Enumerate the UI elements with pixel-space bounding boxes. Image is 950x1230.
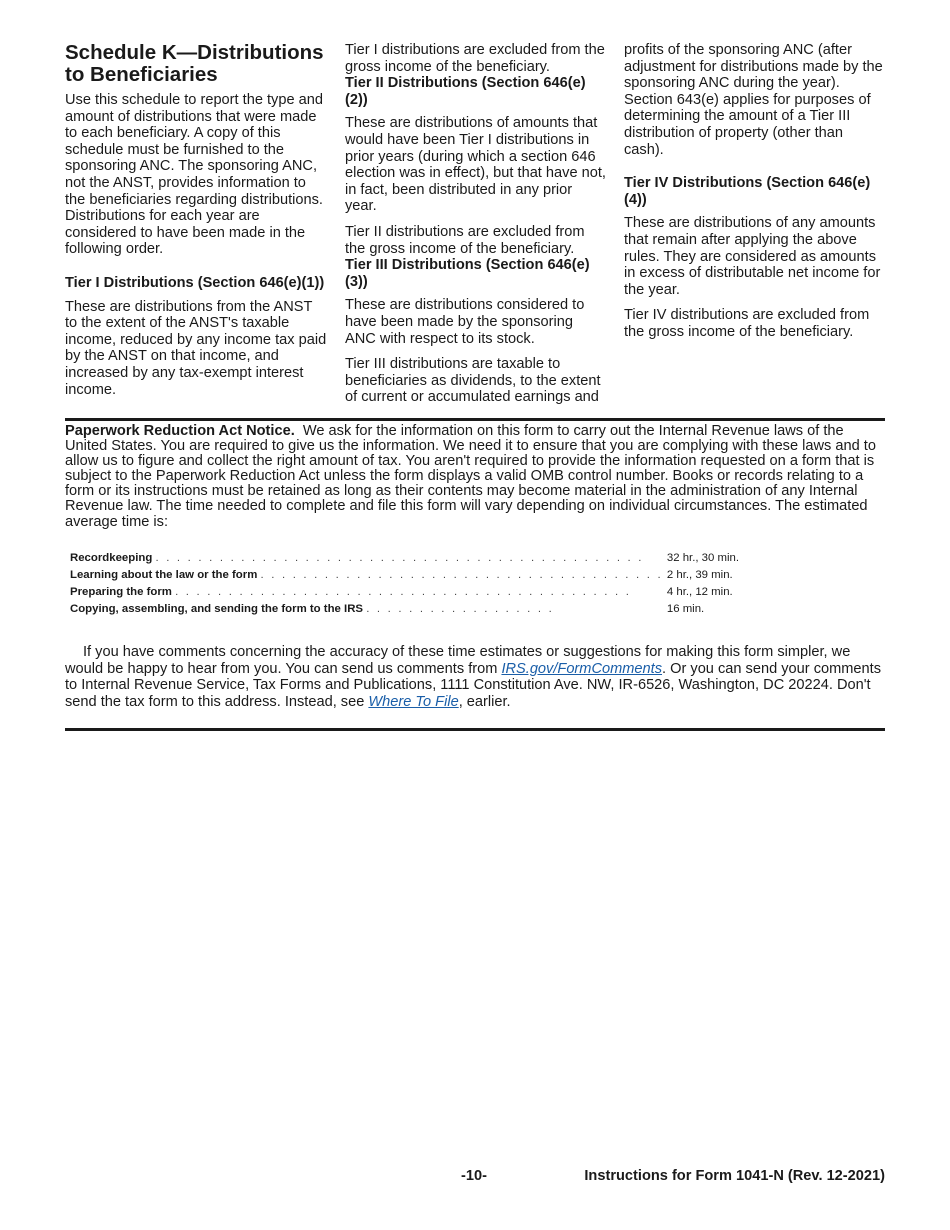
schedule-k-title: Schedule K—Distributions to Beneficiaries xyxy=(65,41,324,86)
time-value: 16 min. xyxy=(666,602,705,615)
leader-dots: . . . . . . . . . . . . . . . . . . . . . . . . . . . . . . . . . . . . . . . . . . . xyxy=(175,585,632,598)
section-divider-bottom xyxy=(65,728,885,731)
irs-form-comments-link[interactable]: IRS.gov/FormComments xyxy=(501,660,663,677)
tier2-heading: Tier II Distributions (Section 646(e)(2)) xyxy=(345,75,586,108)
time-value: 4 hr., 12 min. xyxy=(666,585,733,598)
time-estimates-table xyxy=(70,549,739,617)
tier1-text: These are distributions from the ANST to the extent of the ANST's taxable income, reduced by any income tax paid by the ANST on that income, and increased by any tax-exempt interest income. xyxy=(65,298,327,398)
tier3-heading: Tier III Distributions (Section 646(e)(3)) xyxy=(345,257,590,290)
footer-form-title: Instructions for Form 1041-N (Rev. 12-2021) xyxy=(584,1168,885,1184)
leader-dots: . . . . . . . . . . . . . . . . . . xyxy=(366,602,554,615)
comments-text-1: If you have comments concerning the accuracy of these time estimates or suggestions for making this form simpler, we would be happy to hear from you. You can send us comments from xyxy=(65,644,851,677)
column-2 xyxy=(345,42,607,415)
leader-dots: . . . . . . . . . . . . . . . . . . . . . . . . . . . . . . . . . . . . . . . . . . . . . . xyxy=(155,551,644,564)
leader-dots: . . . . . . . . . . . . . . . . . . . . . . . . . . . . . . . . . . . . . . xyxy=(260,568,663,581)
tier2-text: These are distributions of amounts that would have been Tier I distributions in prior years (during which a section 646 election was in effect), but that have not, in fact, been distributed in any prior year. xyxy=(345,115,606,215)
table-row xyxy=(70,600,739,617)
table-row xyxy=(70,549,739,566)
tier3-taxable-text: Tier III distributions are taxable to beneficiaries as dividends, to the extent of current or accumulated earnings and xyxy=(345,356,601,406)
tier2-excluded-text: Tier II distributions are excluded from the gross income of the beneficiary. xyxy=(345,223,585,257)
tier3-text: These are distributions considered to have been made by the sponsoring ANC with respect to its stock. xyxy=(345,297,585,347)
paperwork-reduction-notice xyxy=(65,424,885,530)
time-label: Preparing the form xyxy=(70,585,172,598)
tier4-heading: Tier IV Distributions (Section 646(e)(4)) xyxy=(624,175,871,208)
page-number: -10- xyxy=(461,1168,487,1184)
time-label: Learning about the law or the form xyxy=(70,568,258,581)
tier1-excluded-text: Tier I distributions are excluded from the gross income of the beneficiary. xyxy=(345,42,605,75)
time-value: 2 hr., 39 min. xyxy=(666,568,733,581)
comments-text-2: . Or you can send your comments to Internal Revenue Service, Tax Forms and Publications, 1111 Constitution Ave. NW, IR-6526, Washington, DC 20224. Don't send the tax form to this address. Instead, see xyxy=(65,660,882,710)
comments-paragraph xyxy=(65,644,885,710)
time-label: Recordkeeping xyxy=(70,551,153,564)
time-label: Copying, assembling, and sending the form to the IRS xyxy=(70,602,364,615)
section-divider-top xyxy=(65,418,885,421)
tier3-taxable-continued: profits of the sponsoring ANC (after adjustment for distributions made by the sponsoring ANC during the year). Section 643(e) applies for purposes of determining the amount of a Tier III distribution of property (other than cash). xyxy=(624,42,883,158)
tier4-excluded-text: Tier IV distributions are excluded from the gross income of the beneficiary. xyxy=(624,307,870,340)
table-row xyxy=(70,566,739,583)
paperwork-text: We ask for the information on this form to carry out the Internal Revenue laws of the United States. You are required to give us the information. We need it to ensure that you are complying with these laws and to allow us to figure and collect the right amount of tax. You aren't required to provide the information requested on a form that is subject to the Paperwork Reduction Act unless the form displays a valid OMB control number. Books or records relating to a form or its instructions must be retained as long as their contents may become material in the administration of any Internal Revenue law. The time needed to complete and file this form will vary depending on individual circumstances. The estimated average time is: xyxy=(65,423,876,530)
comments-text-3: , earlier. xyxy=(458,693,511,710)
paperwork-heading: Paperwork Reduction Act Notice. xyxy=(65,423,295,439)
tier1-heading: Tier I Distributions (Section 646(e)(1)) xyxy=(65,274,325,291)
time-value: 32 hr., 30 min. xyxy=(666,551,740,564)
where-to-file-link[interactable]: Where To File xyxy=(368,693,459,710)
column-3 xyxy=(624,42,886,350)
column-1 xyxy=(65,42,327,407)
schedule-k-intro: Use this schedule to report the type and amount of distributions that were made to each beneficiary. A copy of this schedule must be furnished to the sponsoring ANC. The sponsoring ANC, not the ANST, provides information to the beneficiaries regarding distributions. Distributions for each year are considered to have been made in the following order. xyxy=(65,92,323,258)
table-row xyxy=(70,583,739,600)
tier4-text: These are distributions of any amounts that remain after applying the above rules. They are considered as amounts in excess of distributable net income for the year. xyxy=(624,215,881,298)
